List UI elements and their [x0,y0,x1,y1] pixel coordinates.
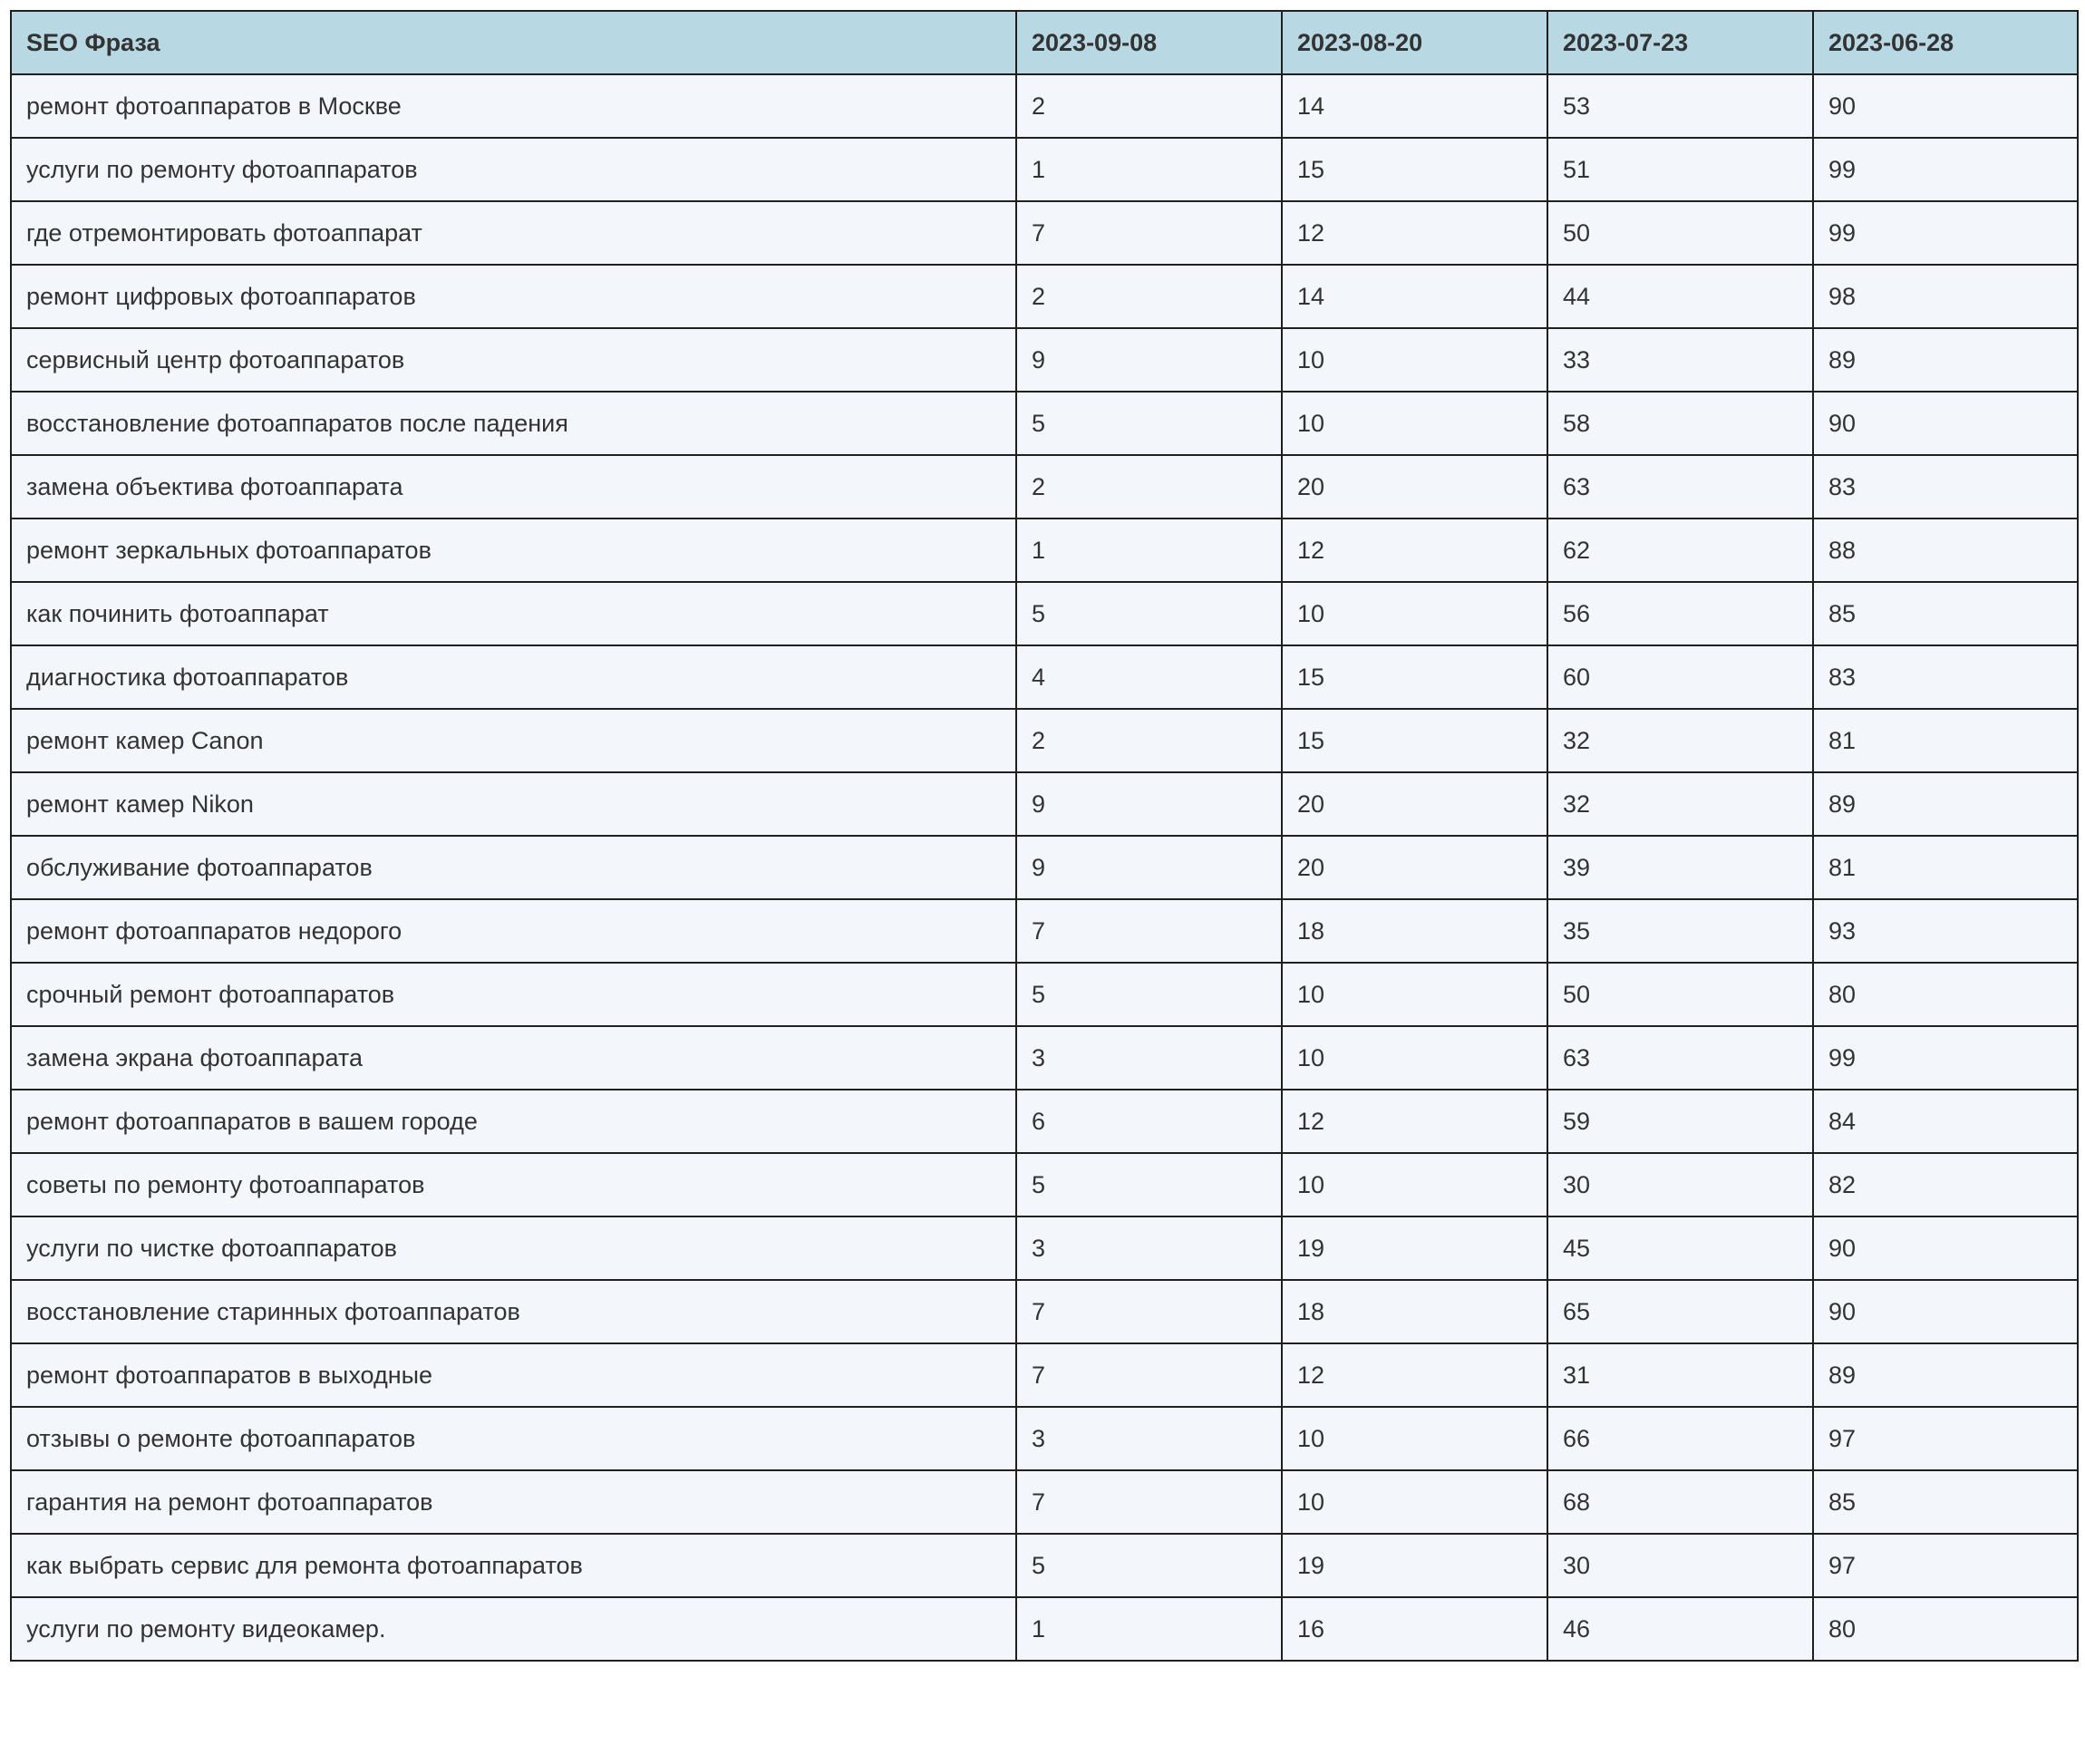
header-date-3: 2023-07-23 [1547,11,1813,74]
cell-phrase: ремонт фотоаппаратов в выходные [11,1343,1016,1407]
cell-date-1: 5 [1016,582,1282,645]
table-row [11,836,2078,899]
cell-date-1: 3 [1016,1026,1282,1090]
cell-date-1: 5 [1016,1153,1282,1216]
cell-date-1: 2 [1016,709,1282,772]
cell-date-1: 7 [1016,1280,1282,1343]
cell-phrase: ремонт камер Canon [11,709,1016,772]
cell-date-4: 80 [1813,963,2078,1026]
cell-phrase: замена экрана фотоаппарата [11,1026,1016,1090]
cell-date-3: 53 [1547,74,1813,138]
cell-date-2: 12 [1282,201,1547,265]
cell-date-3: 66 [1547,1407,1813,1470]
table-row [11,265,2078,328]
table-row [11,1534,2078,1597]
cell-date-4: 83 [1813,455,2078,519]
cell-date-1: 9 [1016,328,1282,392]
cell-date-1: 4 [1016,645,1282,709]
cell-date-2: 14 [1282,265,1547,328]
cell-date-2: 12 [1282,1343,1547,1407]
cell-phrase: замена объектива фотоаппарата [11,455,1016,519]
cell-phrase: ремонт камер Nikon [11,772,1016,836]
header-seo-phrase: SEO Фраза [11,11,1016,74]
cell-date-1: 7 [1016,1343,1282,1407]
cell-date-4: 83 [1813,645,2078,709]
cell-date-4: 89 [1813,328,2078,392]
table-row [11,899,2078,963]
cell-date-3: 35 [1547,899,1813,963]
cell-date-3: 44 [1547,265,1813,328]
cell-date-2: 10 [1282,582,1547,645]
cell-phrase: ремонт фотоаппаратов недорого [11,899,1016,963]
cell-date-2: 10 [1282,328,1547,392]
cell-date-1: 2 [1016,455,1282,519]
cell-date-3: 30 [1547,1534,1813,1597]
cell-date-1: 7 [1016,1470,1282,1534]
cell-date-4: 97 [1813,1534,2078,1597]
table-row [11,1343,2078,1407]
cell-date-1: 7 [1016,201,1282,265]
cell-phrase: восстановление старинных фотоаппаратов [11,1280,1016,1343]
cell-date-2: 20 [1282,772,1547,836]
cell-phrase: ремонт цифровых фотоаппаратов [11,265,1016,328]
table-body [11,74,2078,1661]
cell-phrase: ремонт фотоаппаратов в Москве [11,74,1016,138]
table-header-row [11,11,2078,74]
cell-date-2: 12 [1282,519,1547,582]
table-row [11,1216,2078,1280]
cell-date-4: 99 [1813,201,2078,265]
cell-phrase: ремонт фотоаппаратов в вашем городе [11,1090,1016,1153]
cell-date-4: 90 [1813,392,2078,455]
cell-date-1: 1 [1016,138,1282,201]
cell-date-2: 15 [1282,138,1547,201]
cell-date-3: 32 [1547,709,1813,772]
cell-date-3: 60 [1547,645,1813,709]
cell-date-2: 19 [1282,1534,1547,1597]
cell-date-1: 5 [1016,963,1282,1026]
table-row [11,74,2078,138]
cell-phrase: услуги по ремонту видеокамер. [11,1597,1016,1661]
cell-date-4: 99 [1813,1026,2078,1090]
table-row [11,709,2078,772]
cell-date-2: 14 [1282,74,1547,138]
table-row [11,519,2078,582]
cell-phrase: диагностика фотоаппаратов [11,645,1016,709]
table-row [11,1407,2078,1470]
cell-date-2: 19 [1282,1216,1547,1280]
table-row [11,328,2078,392]
cell-phrase: обслуживание фотоаппаратов [11,836,1016,899]
cell-date-3: 50 [1547,963,1813,1026]
table-row [11,1470,2078,1534]
cell-date-2: 10 [1282,1026,1547,1090]
cell-date-4: 89 [1813,772,2078,836]
cell-date-4: 81 [1813,709,2078,772]
cell-date-1: 2 [1016,74,1282,138]
table-row [11,455,2078,519]
cell-phrase: услуги по ремонту фотоаппаратов [11,138,1016,201]
cell-date-3: 59 [1547,1090,1813,1153]
cell-date-4: 84 [1813,1090,2078,1153]
seo-table-container [10,10,2079,1662]
cell-date-3: 62 [1547,519,1813,582]
cell-date-3: 58 [1547,392,1813,455]
cell-phrase: как починить фотоаппарат [11,582,1016,645]
table-row [11,1597,2078,1661]
cell-date-2: 12 [1282,1090,1547,1153]
cell-date-2: 10 [1282,392,1547,455]
cell-date-4: 85 [1813,582,2078,645]
cell-date-4: 97 [1813,1407,2078,1470]
table-row [11,1280,2078,1343]
cell-date-4: 85 [1813,1470,2078,1534]
cell-date-3: 63 [1547,455,1813,519]
cell-date-3: 68 [1547,1470,1813,1534]
cell-phrase: советы по ремонту фотоаппаратов [11,1153,1016,1216]
cell-date-3: 33 [1547,328,1813,392]
cell-date-1: 9 [1016,836,1282,899]
cell-phrase: ремонт зеркальных фотоаппаратов [11,519,1016,582]
cell-phrase: отзывы о ремонте фотоаппаратов [11,1407,1016,1470]
cell-date-2: 20 [1282,455,1547,519]
table-row [11,963,2078,1026]
cell-date-1: 3 [1016,1216,1282,1280]
cell-date-4: 82 [1813,1153,2078,1216]
cell-date-3: 30 [1547,1153,1813,1216]
table-row [11,1026,2078,1090]
cell-date-2: 18 [1282,899,1547,963]
cell-date-4: 98 [1813,265,2078,328]
cell-phrase: гарантия на ремонт фотоаппаратов [11,1470,1016,1534]
cell-date-4: 90 [1813,74,2078,138]
table-row [11,392,2078,455]
cell-date-4: 89 [1813,1343,2078,1407]
cell-date-1: 1 [1016,1597,1282,1661]
cell-date-1: 9 [1016,772,1282,836]
cell-date-3: 63 [1547,1026,1813,1090]
cell-date-3: 56 [1547,582,1813,645]
cell-date-2: 18 [1282,1280,1547,1343]
cell-phrase: восстановление фотоаппаратов после падения [11,392,1016,455]
table-row [11,1153,2078,1216]
table-row [11,138,2078,201]
header-date-1: 2023-09-08 [1016,11,1282,74]
cell-date-1: 5 [1016,1534,1282,1597]
table-row [11,582,2078,645]
cell-date-4: 93 [1813,899,2078,963]
table-row [11,645,2078,709]
cell-date-4: 81 [1813,836,2078,899]
table-row [11,201,2078,265]
cell-date-3: 39 [1547,836,1813,899]
cell-date-3: 50 [1547,201,1813,265]
cell-date-4: 99 [1813,138,2078,201]
cell-date-1: 5 [1016,392,1282,455]
cell-date-3: 46 [1547,1597,1813,1661]
cell-date-2: 10 [1282,1407,1547,1470]
cell-date-1: 3 [1016,1407,1282,1470]
cell-phrase: сервисный центр фотоаппаратов [11,328,1016,392]
cell-phrase: где отремонтировать фотоаппарат [11,201,1016,265]
cell-date-3: 51 [1547,138,1813,201]
cell-date-2: 10 [1282,963,1547,1026]
cell-date-2: 20 [1282,836,1547,899]
cell-date-2: 10 [1282,1153,1547,1216]
cell-date-3: 65 [1547,1280,1813,1343]
cell-date-1: 2 [1016,265,1282,328]
header-date-2: 2023-08-20 [1282,11,1547,74]
cell-phrase: как выбрать сервис для ремонта фотоаппаратов [11,1534,1016,1597]
cell-phrase: срочный ремонт фотоаппаратов [11,963,1016,1026]
seo-positions-table [10,10,2079,1662]
table-row [11,772,2078,836]
cell-date-3: 32 [1547,772,1813,836]
cell-date-1: 6 [1016,1090,1282,1153]
cell-date-4: 90 [1813,1280,2078,1343]
cell-date-2: 10 [1282,1470,1547,1534]
header-date-4: 2023-06-28 [1813,11,2078,74]
cell-phrase: услуги по чистке фотоаппаратов [11,1216,1016,1280]
cell-date-2: 16 [1282,1597,1547,1661]
cell-date-4: 90 [1813,1216,2078,1280]
cell-date-4: 80 [1813,1597,2078,1661]
cell-date-4: 88 [1813,519,2078,582]
cell-date-1: 7 [1016,899,1282,963]
cell-date-3: 45 [1547,1216,1813,1280]
cell-date-2: 15 [1282,645,1547,709]
cell-date-2: 15 [1282,709,1547,772]
cell-date-3: 31 [1547,1343,1813,1407]
table-row [11,1090,2078,1153]
cell-date-1: 1 [1016,519,1282,582]
